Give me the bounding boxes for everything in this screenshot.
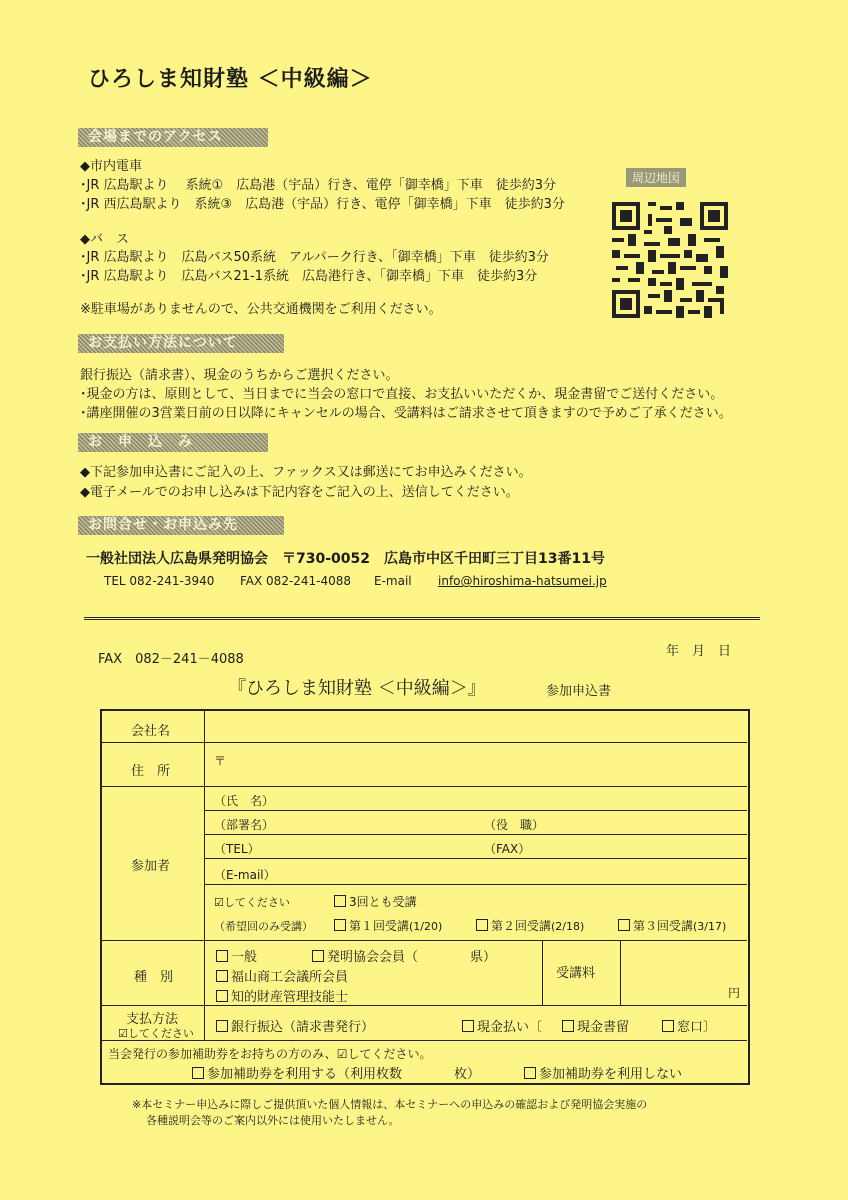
voucher-use-label: 参加補助券を利用する（利用枚数 枚） [207,1067,481,1082]
apply-heading: お 申 込 み [78,433,268,452]
email-label: （E-mail） [214,868,276,882]
session3-checkbox[interactable] [618,917,726,934]
checkbox-icon [216,950,228,962]
form-fax-number: FAX 082－241－4088 [98,652,244,667]
name-input[interactable] [270,788,744,809]
apply-line: ◆電子メールでのお申し込みは下記内容をご記入の上、送信してください。 [80,485,519,500]
type-ip-checkbox[interactable] [216,986,348,1005]
tram-line: ･JR 広島駅より 系統① 広島港（宇品）行き、電停「御幸橋」下車 徒歩約3分 [80,178,557,193]
session2-date: (2/18) [551,920,585,933]
fee-input[interactable] [622,942,744,1002]
form-title-suffix: 参加申込書 [546,684,612,699]
pay-window-checkbox[interactable] [662,1016,716,1035]
contact-tel: TEL 082-241-3940 [104,574,215,588]
pay-bank-label: 銀行振込（請求書発行） [231,1020,375,1035]
type-fukuyama-checkbox[interactable] [216,966,348,985]
check-note: ☑してください [214,896,290,909]
map-label: 周辺地図 [626,168,686,187]
tel-input[interactable] [270,836,470,857]
pay-window-label: 窓口〕 [677,1020,717,1035]
checkbox-icon [462,1020,474,1032]
checkbox-icon [334,919,346,931]
bus-line: ･JR 広島駅より 広島バス50系統 アルパーク行き、「御幸橋」下車 徒歩約3分 [80,250,549,265]
session1-checkbox[interactable] [334,917,442,934]
checkbox-icon [216,1020,228,1032]
tram-line: ･JR 西広島駅より 系統③ 広島港（宇品）行き、電停「御幸橋」下車 徒歩約3分 [80,197,565,212]
type-label: 種 別 [134,970,174,985]
contact-email-label: E-mail [374,574,412,588]
type-general-label: 一般 [231,950,258,965]
session2-label: 第２回受講 [491,919,552,933]
bus-line: ･JR 広島駅より 広島バス21-1系統 広島港行き、「御幸橋」下車 徒歩約3分 [80,269,538,284]
fee-unit: 円 [728,986,741,1000]
type-ip-label: 知的財産管理技能士 [231,990,349,1005]
pay-check-note: ☑してください [118,1027,194,1040]
fax-label: （FAX） [484,842,531,856]
fax-input[interactable] [550,836,744,857]
pay-bank-checkbox[interactable] [216,1016,374,1035]
participant-label: 参加者 [131,859,171,874]
access-heading: 会場までのアクセス [78,128,268,147]
checkbox-icon [662,1020,674,1032]
session2-checkbox[interactable] [476,917,584,934]
fee-label: 受講料 [556,966,596,981]
form-title: 『ひろしま知財塾 ＜中級編＞』 [228,678,486,699]
voucher-nouse-label: 参加補助券を利用しない [539,1067,683,1082]
voucher-nouse-checkbox[interactable] [524,1063,682,1082]
contact-heading: お問合せ・お申込み先 [78,516,284,535]
session3-date: (3/17) [693,920,727,933]
checkbox-icon [216,970,228,982]
email-input[interactable] [280,860,744,883]
checkbox-icon [192,1067,204,1079]
company-input[interactable] [206,711,744,741]
postal-mark: 〒 [214,754,227,768]
address-input[interactable] [228,744,744,784]
type-general-checkbox[interactable] [216,946,257,965]
tram-heading: ◆市内電車 [80,159,142,174]
all-sessions-checkbox[interactable] [334,893,417,910]
session1-label: 第１回受講 [349,919,410,933]
position-input[interactable] [550,812,744,833]
checkbox-icon [216,990,228,1002]
form-date[interactable]: 年 月 日 [666,644,732,659]
pay-registered-checkbox[interactable] [562,1016,629,1035]
name-label: （氏 名） [214,794,275,808]
pay-registered-label: 現金書留 [577,1020,630,1035]
address-label: 住 所 [131,764,171,779]
page-title: ひろしま知財塾 ＜中級編＞ [88,66,373,92]
position-label: （役 職） [484,818,545,832]
checkbox-icon [618,919,630,931]
checkbox-icon [312,950,324,962]
checkbox-icon [524,1067,536,1079]
session1-date: (1/20) [409,920,443,933]
dept-input[interactable] [270,812,470,833]
pay-cash-checkbox[interactable] [462,1016,542,1035]
privacy-note: ※本セミナー申込みに際しご提供頂いた個人情報は、本セミナーへの申込みの確認および発明協会実施の [132,1098,648,1111]
hope-label: （希望回のみ受講） [214,920,313,933]
contact-email-link[interactable]: info@hiroshima-hatsumei.jp [438,574,607,588]
apply-line: ◆下記参加申込書にご記入の上、ファックス又は郵送にてお申込みください。 [80,465,532,480]
payment-line: ･現金の方は、原則として、当日までに当会の窓口で直接、お支払いいただくか、現金書留でご送付ください。 [80,387,724,402]
pay-method-label: 支払方法 [126,1012,179,1027]
type-member-label: 発明協会会員（ 県） [327,950,497,965]
voucher-note: 当会発行の参加補助券をお持ちの方のみ、☑してください。 [108,1047,432,1061]
all-sessions-label: 3回とも受講 [349,895,417,909]
contact-org: 一般社団法人広島県発明協会 〒730-0052 広島市中区千田町三丁目13番11号 [86,551,605,567]
privacy-note: 各種説明会等のご案内以外には使用いたしません。 [146,1114,400,1127]
company-label: 会社名 [131,724,171,739]
parking-note: ※駐車場がありませんので、公共交通機関をご利用ください。 [80,302,442,317]
tel-label: （TEL） [214,842,260,856]
type-fukuyama-label: 福山商工会議所会員 [231,970,349,985]
payment-line: 銀行振込（請求書）、現金のうちからご選択ください。 [80,368,399,383]
session3-label: 第３回受講 [633,919,694,933]
voucher-use-checkbox[interactable] [192,1063,480,1082]
qr-code-icon[interactable] [612,202,728,318]
dept-label: （部署名） [214,818,275,832]
contact-fax: FAX 082-241-4088 [240,574,352,588]
type-member-checkbox[interactable] [312,946,496,965]
cut-line [84,617,760,620]
pay-cash-label: 現金払い〔 [477,1020,543,1035]
checkbox-icon [334,895,346,907]
payment-heading: お支払い方法について [78,334,284,353]
checkbox-icon [476,919,488,931]
payment-line: ･講座開催の3営業日前の日以降にキャンセルの場合、受講料はご請求させて頂きますので予めご了承ください。 [80,406,732,421]
checkbox-icon [562,1020,574,1032]
bus-heading: ◆バ ス [80,232,129,247]
